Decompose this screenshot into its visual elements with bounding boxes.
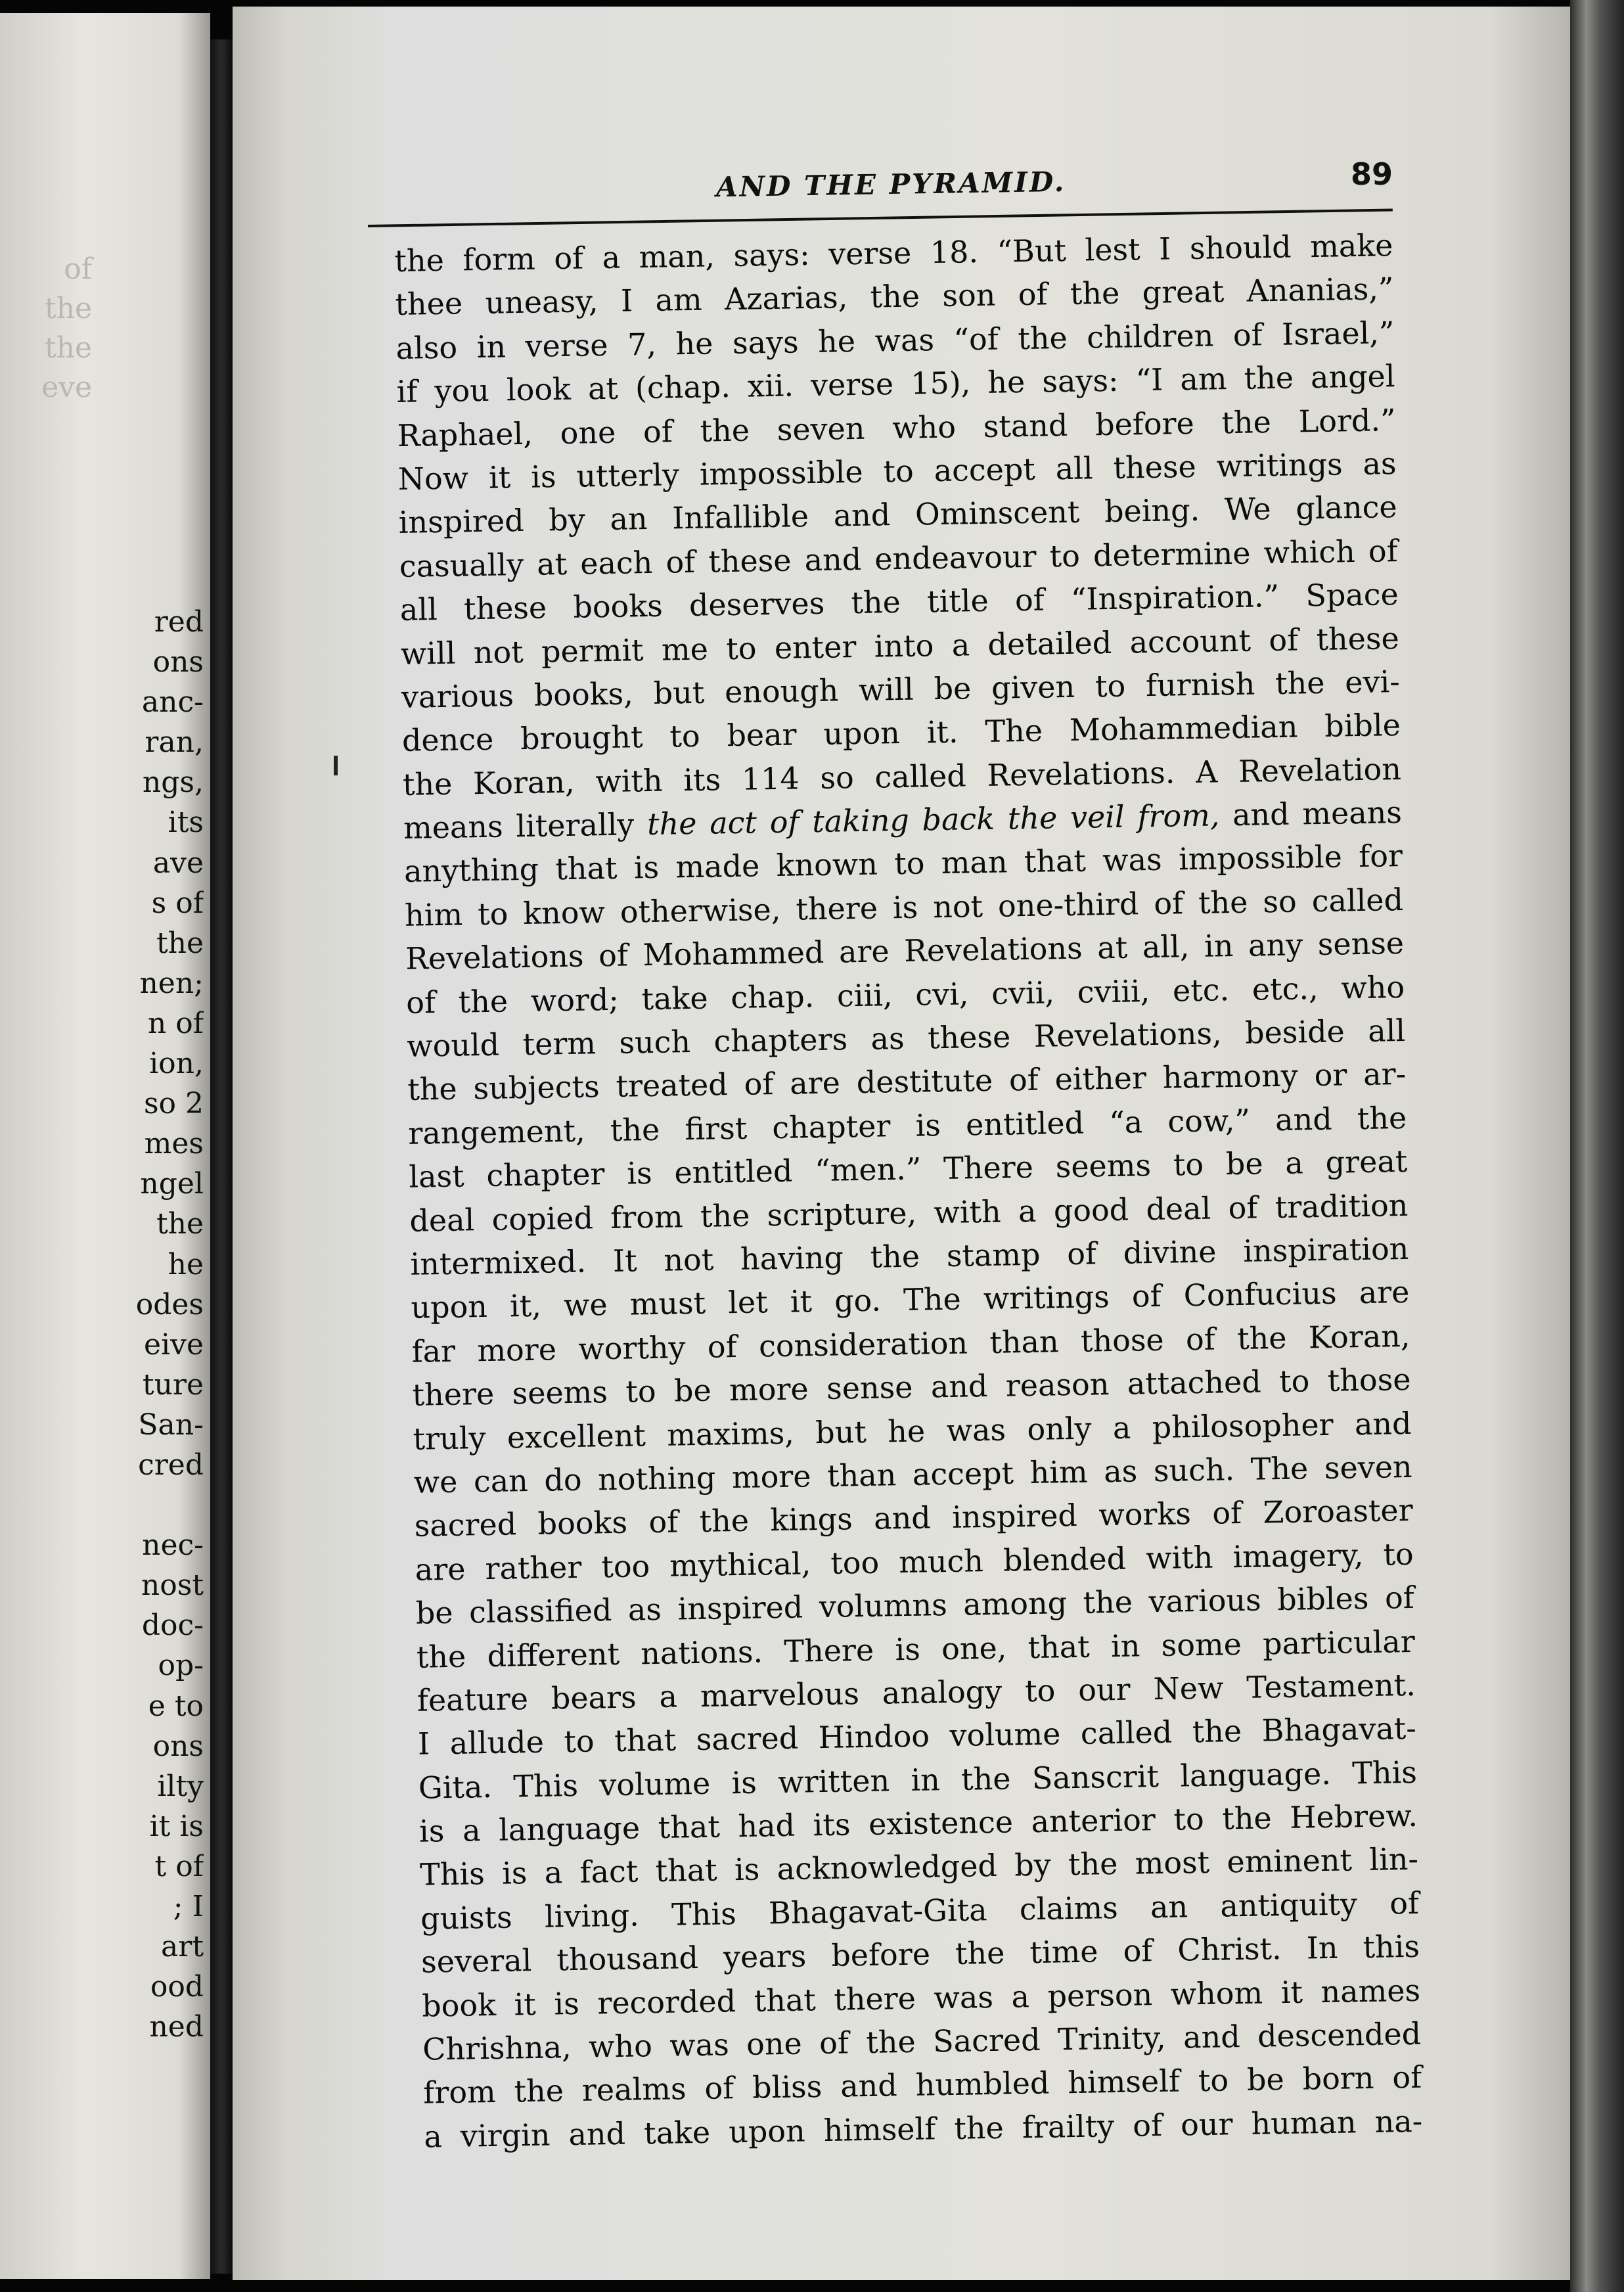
left-line: eive bbox=[143, 1327, 204, 1362]
left-page bbox=[0, 13, 210, 2279]
text-line: also in verse 7, he says he was “of the children of Israel,” bbox=[395, 314, 1395, 366]
text-line: upon it, we must let it go. The writings of Confucius are bbox=[411, 1274, 1410, 1326]
book-gutter bbox=[210, 39, 233, 2274]
left-line: ned bbox=[149, 2010, 204, 2044]
left-line: nec- bbox=[142, 1528, 204, 1563]
text-line: thee uneasy, I am Azarias, the son of the great Ananias,” bbox=[395, 271, 1394, 323]
text-line: This is a fact that is acknowledged by the most eminent lin- bbox=[419, 1841, 1419, 1893]
text-line: Chrishna, who was one of the Sacred Trinity, and descended bbox=[422, 2015, 1422, 2067]
left-line: t of bbox=[154, 1849, 204, 1883]
text-span: and means bbox=[1232, 794, 1403, 833]
text-line: sacred books of the kings and inspired works of Zoroaster bbox=[414, 1492, 1413, 1544]
ghost-line: eve bbox=[41, 371, 92, 404]
left-line: s of bbox=[151, 886, 204, 920]
text-line: feature bears a marvelous analogy to our New Testament. bbox=[417, 1666, 1416, 1718]
text-line: the different nations. There is one, that in some particular bbox=[416, 1623, 1416, 1675]
ghost-line: of bbox=[64, 252, 92, 286]
ghost-line: the bbox=[44, 292, 92, 325]
text-line: truly excellent maxims, but he was only a philosopher and bbox=[413, 1405, 1412, 1457]
text-line: from the realms of bliss and humbled himself to be born of bbox=[422, 2059, 1422, 2111]
left-line: so 2 bbox=[143, 1087, 204, 1121]
text-line: be classified as inspired volumns among the various bibles of bbox=[415, 1579, 1415, 1631]
text-line: the Koran, with its 114 so called Revelations. A Revelation bbox=[402, 750, 1402, 802]
text-line: Raphael, one of the seven who stand before the Lord.” bbox=[397, 401, 1396, 453]
text-line: the subjects treated of are destitute of either harmony or ar- bbox=[407, 1056, 1407, 1108]
text-line: several thousand years before the time of Christ. In this bbox=[420, 1929, 1420, 1980]
left-line bbox=[0, 1485, 204, 1525]
text-line: we can do nothing more than accept him as such. The seven bbox=[413, 1448, 1412, 1500]
text-line: I allude to that sacred Hindoo volume called the Bhagavat- bbox=[417, 1710, 1417, 1762]
left-line: e to bbox=[148, 1689, 204, 1723]
text-line: Gita. This volume is written in the Sanscrit language. This bbox=[418, 1754, 1418, 1806]
left-line: nost bbox=[141, 1569, 204, 1603]
left-line: nen; bbox=[139, 966, 204, 1000]
text-line: dence brought to bear upon it. The Mohammedian bible bbox=[401, 707, 1401, 759]
left-line: ons bbox=[152, 1729, 204, 1763]
text-line: will not permit me to enter into a detailed account of these bbox=[400, 620, 1400, 672]
text-line: Now it is utterly impossible to accept all these writings as bbox=[397, 446, 1397, 497]
left-page-line-endings bbox=[0, 602, 204, 2047]
ghost-line: the bbox=[44, 331, 92, 365]
text-line: is a language that had its existence anterior to the Hebrew. bbox=[418, 1797, 1418, 1849]
text-line: are rather too mythical, too much blended with imagery, to bbox=[415, 1536, 1414, 1588]
text-line: various books, but enough will be given to furnish the evi- bbox=[401, 663, 1401, 715]
left-line: cred bbox=[138, 1448, 204, 1482]
left-line: ngs, bbox=[142, 766, 204, 800]
left-line: ran, bbox=[145, 725, 204, 760]
left-line: red bbox=[154, 605, 204, 639]
page-number: 89 bbox=[1351, 156, 1393, 192]
left-line: ngel bbox=[140, 1167, 204, 1201]
text-line: last chapter is entitled “men.” There seems to be a great bbox=[408, 1143, 1408, 1195]
left-line: odes bbox=[135, 1287, 204, 1321]
body-text bbox=[394, 223, 1423, 2159]
left-line: anc- bbox=[141, 685, 204, 720]
text-line: if you look at (chap. xii. verse 15), he says: “I am the angel bbox=[396, 358, 1395, 410]
scan-speck bbox=[334, 756, 338, 775]
left-line: the bbox=[156, 926, 204, 960]
italic-phrase: the act of taking back the veil from, bbox=[646, 797, 1220, 842]
text-line: intermixed. It not having the stamp of divine inspiration bbox=[410, 1230, 1409, 1282]
left-line: ood bbox=[150, 1970, 204, 2004]
left-line: he bbox=[168, 1247, 204, 1281]
left-line: ilty bbox=[157, 1769, 204, 1803]
left-line: San- bbox=[138, 1408, 204, 1442]
left-line: it is bbox=[149, 1809, 204, 1843]
text-line: there seems to be more sense and reason attached to those bbox=[412, 1362, 1411, 1413]
text-line: book it is recorded that there was a person whom it names bbox=[421, 1972, 1421, 2024]
left-line: mes bbox=[144, 1127, 204, 1161]
text-line: guists living. This Bhagavat-Gita claims an antiquity of bbox=[420, 1885, 1420, 1937]
text-line: rangement, the first chapter is entitled “a cow,” and the bbox=[407, 1099, 1407, 1151]
left-line: ion, bbox=[149, 1047, 204, 1081]
text-line: all these books deserves the title of “Inspiration.” Space bbox=[399, 576, 1399, 628]
text-line: casually at each of these and endeavour to determine which of bbox=[399, 532, 1399, 584]
text-line: far more worthy of consideration than those of the Koran, bbox=[411, 1318, 1410, 1369]
text-line: inspired by an Infallible and Ominscent being. We glance bbox=[398, 489, 1398, 541]
left-page-ghost-text bbox=[0, 250, 92, 407]
left-line: ture bbox=[142, 1367, 204, 1402]
text-line: a virgin and take upon himself the frailty of our human na- bbox=[423, 2103, 1423, 2155]
page-edge bbox=[1570, 0, 1624, 2292]
running-title: AND THE PYRAMID. bbox=[715, 165, 1066, 204]
text-line: deal copied from the scripture, with a good deal of tradition bbox=[409, 1187, 1409, 1239]
left-line: op- bbox=[158, 1649, 204, 1683]
text-line: Revelations of Mohammed are Revelations at all, in any sense bbox=[405, 925, 1405, 977]
left-line: doc- bbox=[141, 1609, 204, 1643]
left-line: its bbox=[168, 806, 204, 840]
left-line: ave bbox=[152, 846, 204, 880]
text-line: of the word; take chap. ciii, cvi, cvii, cviii, etc. etc., who bbox=[405, 969, 1405, 1020]
text-line: him to know otherwise, there is not one-third of the so called bbox=[404, 881, 1404, 933]
left-line: art bbox=[161, 1930, 204, 1964]
left-line: the bbox=[156, 1207, 204, 1241]
left-line: ; I bbox=[173, 1890, 204, 1923]
left-line: ons bbox=[152, 645, 204, 679]
text-line: the form of a man, says: verse 18. “But lest I should make bbox=[394, 227, 1393, 279]
text-line: would term such chapters as these Revelations, beside all bbox=[406, 1013, 1406, 1064]
left-line: n of bbox=[147, 1006, 204, 1040]
text-line: anything that is made known to man that was impossible for bbox=[403, 838, 1403, 890]
text-span: means literally bbox=[403, 806, 635, 846]
